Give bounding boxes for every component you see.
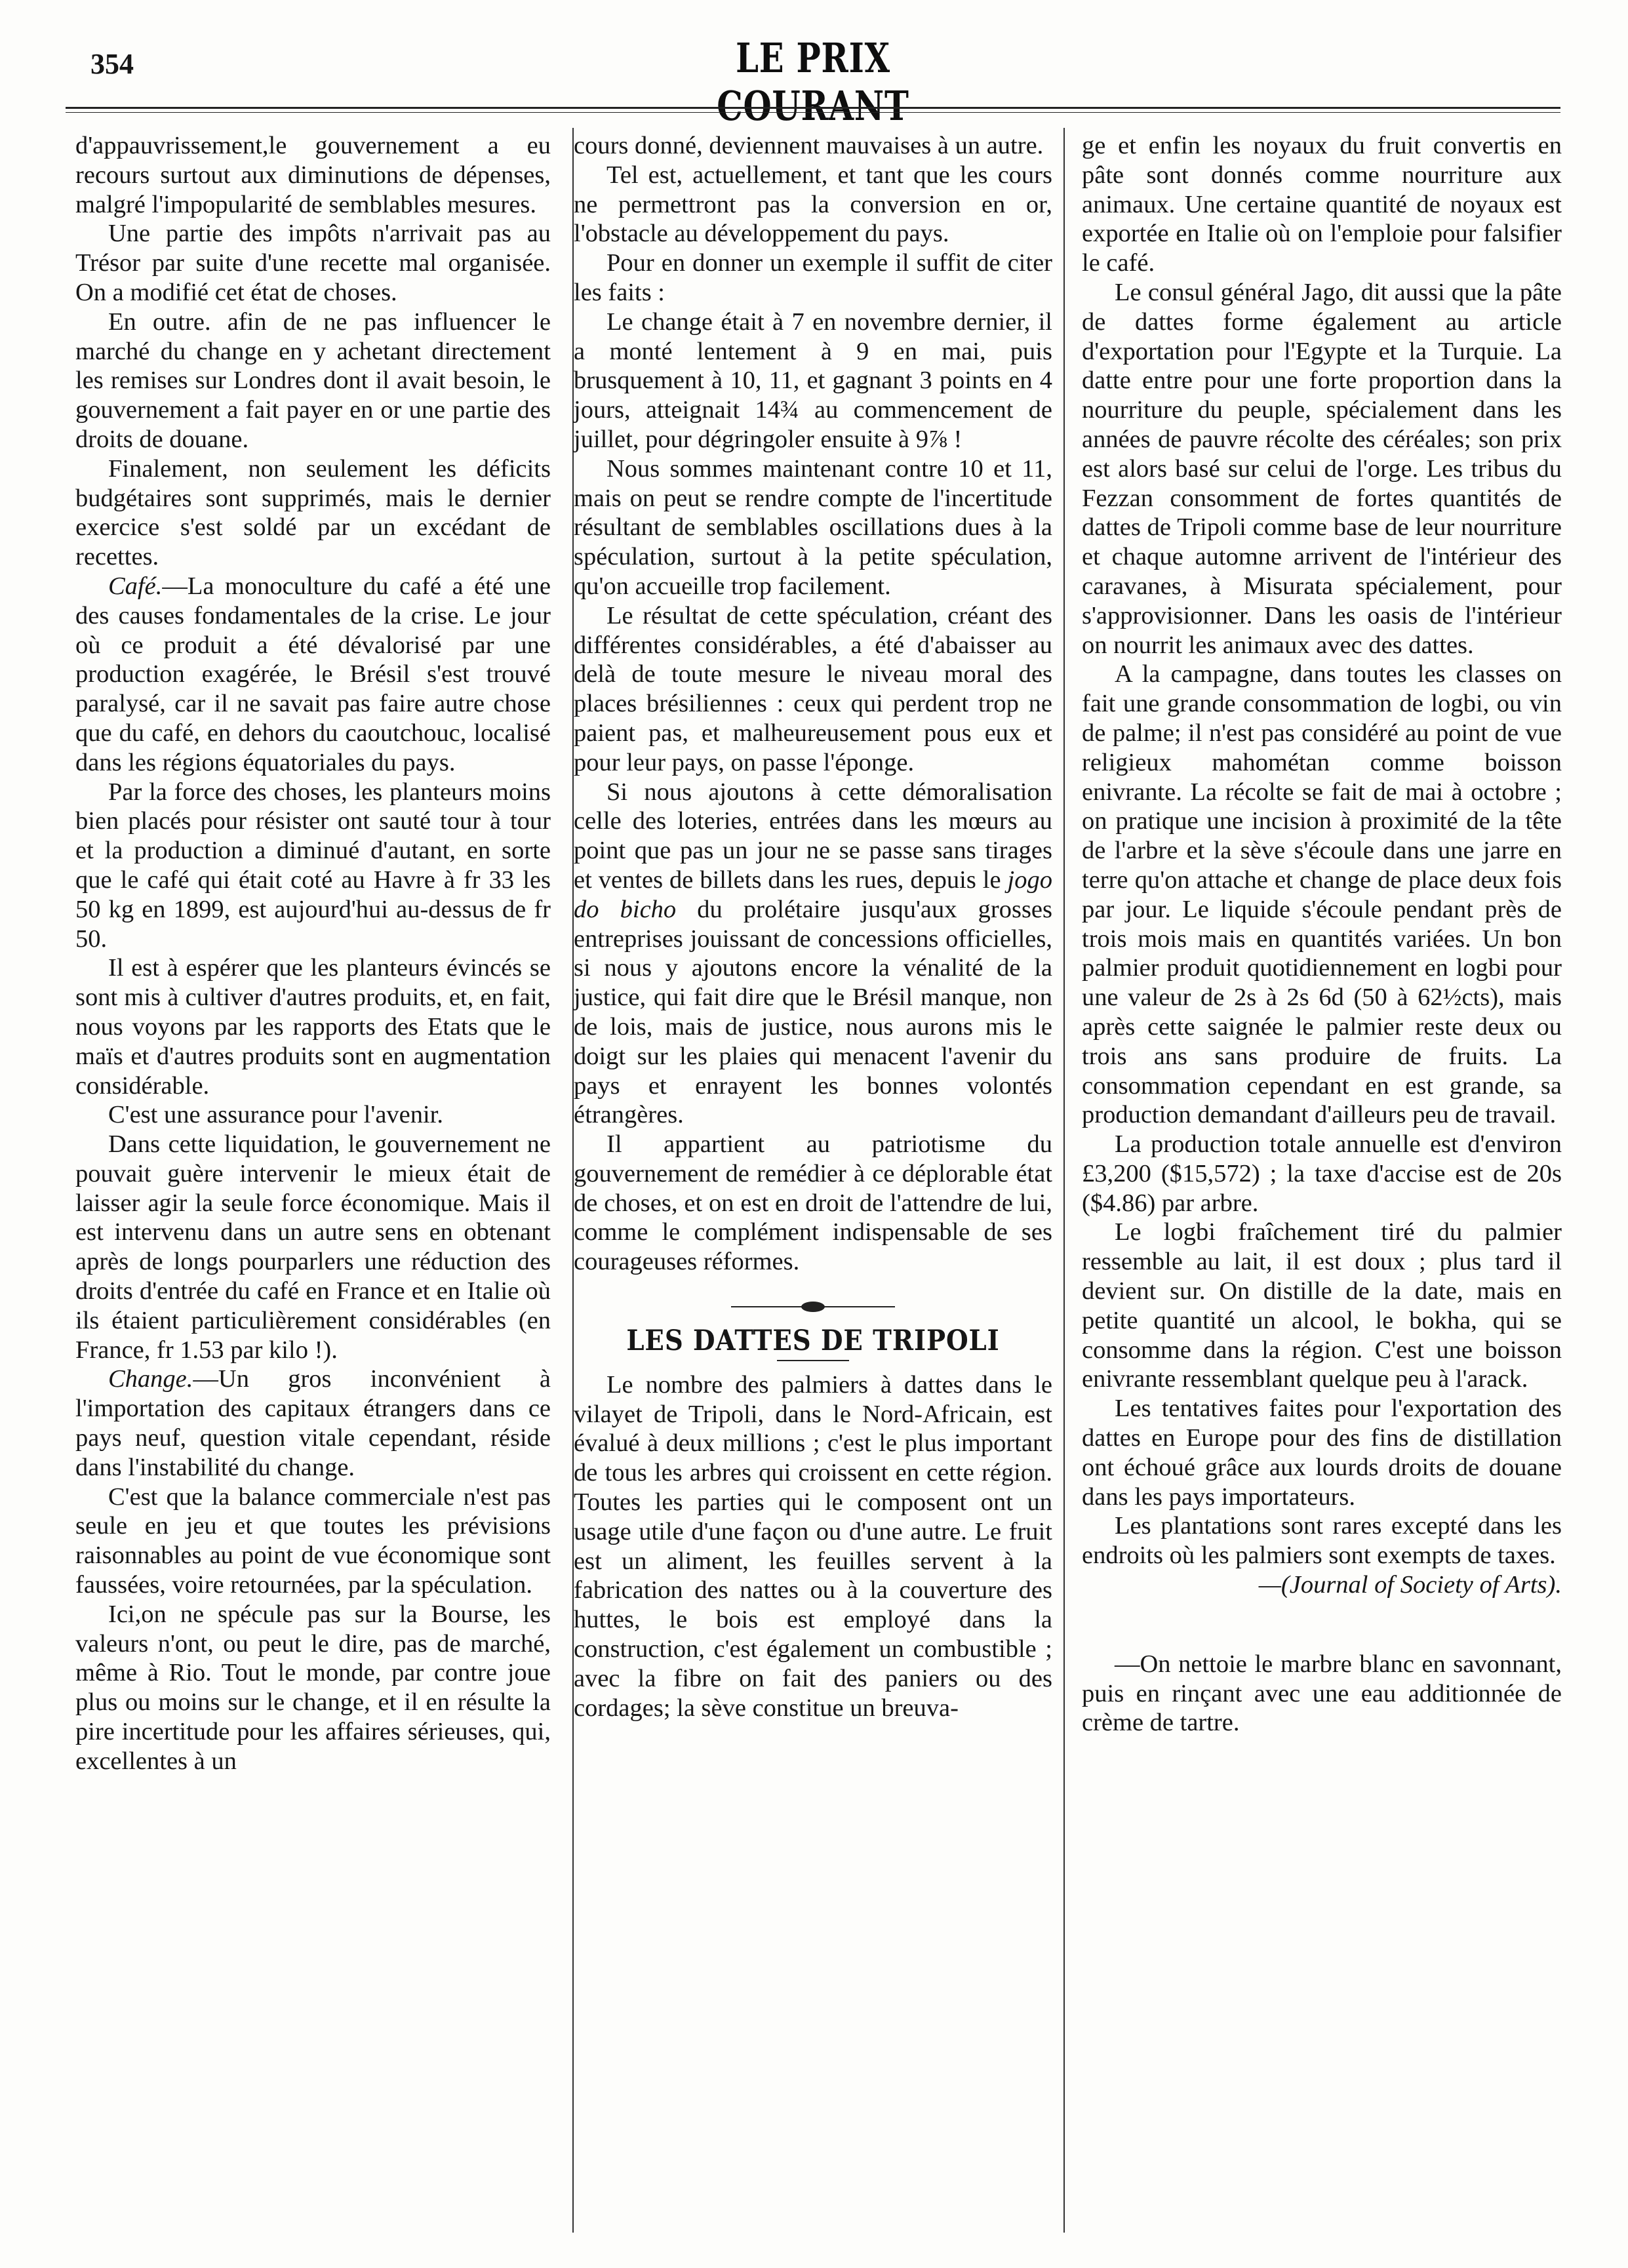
- source-citation: —(Journal of Society of Arts).: [1258, 1571, 1562, 1599]
- title-rule: [777, 1360, 849, 1361]
- header-rule-thin: [66, 112, 1560, 113]
- paragraph: Les tentatives faites pour l'exportation des dattes en Europe pour des fins de distillation ont échoué grâce aux lourds droits de douane dans les pays importateurs.: [1082, 1395, 1562, 1511]
- paragraph: C'est que la balance commerciale n'est pas seule en jeu et que toutes les prévisions raisonnables au point de vue économique sont faussées, voire retournées, par la spéculation.: [75, 1482, 551, 1599]
- paragraph-text: —Un gros inconvénient à l'importation des capitaux étrangers dans ce pays neuf, question vitale cependant, réside dans l'instabilité du change.: [75, 1365, 551, 1481]
- section-ornament: [574, 1300, 1052, 1313]
- paragraph: Ici,on ne spécule pas sur la Bourse, les valeurs n'ont, ou peut le dire, pas de marché, même à Rio. Tout le monde, par contre joue plus ou moins sur le change, et il en résulte la pire incertitude pour les affaires sérieuses, qui, excellentes à un: [75, 1600, 551, 1775]
- paragraph: Les plantations sont rares excepté dans les endroits où les palmiers sont exempts de taxes.: [1082, 1512, 1562, 1570]
- paragraph: Il est à espérer que les planteurs évincés se sont mis à cultiver d'autres produits, et, en fait, nous voyons par les rapports des Etats que le maïs et d'autres produits sont en augmentation considérable.: [75, 954, 551, 1100]
- paragraph: [75, 1364, 551, 1482]
- header-rule: [66, 107, 1560, 109]
- spacer: [1082, 1600, 1562, 1650]
- paragraph: cours donné, deviennent mauvaises à un autre.: [574, 132, 1044, 159]
- paragraph: En outre. afin de ne pas influencer le marché du change en y achetant directement les remises sur Londres dont il avait besoin, le gouvernement a fait payer en or une partie des droits de douane.: [75, 308, 551, 453]
- paragraph: Une partie des impôts n'arrivait pas au Trésor par suite d'une recette mal organisée. On a modifié cet état de choses.: [75, 220, 551, 306]
- paragraph: Il appartient au patriotisme du gouvernement de remédier à ce déplorable état de choses, et on est en droit de l'attendre de lui, comme le complément indispensable de ses courageuses réformes.: [574, 1130, 1052, 1276]
- paragraph-text: du prolétaire jusqu'aux grosses entreprises jouissant de concessions officielles, si nous y ajoutons encore la vénalité de la justice, qui fait dire que le Brésil manque, non de lois, mais de justice, nous aurons mis le doigt sur les plaies qui menacent l'avenir du pays et enrayent les bonnes volontés étrangères.: [574, 895, 1052, 1129]
- section-title: LES DATTES DE TRIPOLI: [626, 1324, 1000, 1358]
- paragraph-text: Si nous ajoutons à cette démoralisation celle des loteries, entrées dans les mœurs au point que pas un jour ne se passe sans tirages et ventes de billets dans les rues, depuis le: [574, 778, 1052, 894]
- paragraph: La production totale annuelle est d'environ £3,200 ($15,572) ; la taxe d'accise est de 20s ($4.86) par arbre.: [1082, 1130, 1562, 1217]
- subheading-cafe: Café.: [108, 572, 163, 600]
- masthead-title: LE PRIX COURANT: [717, 34, 909, 130]
- paragraph: Le nombre des palmiers à dattes dans le vilayet de Tripoli, dans le Nord-Africain, est évalué à deux millions ; c'est le plus important de tous les arbres qui croissent en cette région. Toutes les parties qui le composent ont un usage utile d'une façon ou d'une autre. Le fruit est un aliment, les feuilles servent à la fabrication des nattes ou à la couverture des huttes, le bois est employé dans la construction, c'est également un combustible ; avec la fibre on fait des paniers ou des cordages; la sève constitue un breuva-: [574, 1370, 1052, 1722]
- column-1: [75, 131, 551, 1776]
- paragraph: [75, 572, 551, 778]
- column-2: [574, 131, 1052, 1722]
- paragraph: A la campagne, dans toutes les classes on fait une grande consommation de logbi, ou vin de palme; il n'est pas considéré au point de vue religieux mahométan comme boisson enivrante. La récolte se fait de mai à octobre ; on pratique une incision à proximité de la tête de l'arbre et la sève s'écoule dans une jarre en terre qu'on attache et change de place deux fois par jour. Le liquide s'écoule pendant près de trois mois mais en quantités variées. Un bon palmier produit quotidiennement en logbi pour une valeur de 2s à 2s 6d (50 à 62½cts), mais après cette saignée le palmier reste deux ou trois ans sans produire de fruits. La consommation cependant en est grande, sa production demandant d'ailleurs peu de travail.: [1082, 660, 1562, 1129]
- paragraph: Tel est, actuellement, et tant que les cours ne permettront pas la conversion en or, l'obstacle au développement du pays.: [574, 161, 1052, 248]
- paragraph: Par la force des choses, les planteurs moins bien placés pour résister ont sauté tour à tour et la production a diminué d'autant, en sorte que le café qui était coté au Havre à fr 33 les 50 kg en 1899, est aujourd'hui au-dessus de fr 50.: [75, 778, 551, 953]
- paragraph: d'appauvrissement,le gouvernement a eu recours surtout aux diminutions de dépenses, malgré l'impopularité de semblables mesures.: [75, 132, 551, 218]
- paragraph: Le change était à 7 en novembre dernier, il a monté lentement à 9 en mai, puis brusquement à 10, 11, et gagnant 3 points en 4 jours, atteignait 14¾ au commencement de juillet, pour dégringoler ensuite à 9⅞ !: [574, 308, 1052, 453]
- paragraph: Nous sommes maintenant contre 10 et 11, mais on peut se rendre compte de l'incertitude résultant de semblables oscillations dues à la spéculation, surtout à la petite spéculation, qu'on accueille trop facilement.: [574, 454, 1052, 600]
- column-3: [1082, 131, 1562, 1738]
- column-divider: [1063, 128, 1065, 2233]
- subheading-change: Change.: [108, 1365, 193, 1393]
- paragraph: Le logbi fraîchement tiré du palmier ressemble au lait, il est doux ; plus tard il devient sur. On distille de la date, mais en petite quantité un alcool, le bokha, qui se consomme dans la région. C'est une boisson enivrante ressemblant quelque peu à l'arack.: [1082, 1218, 1562, 1393]
- paragraph: Dans cette liquidation, le gouvernement ne pouvait guère intervenir le mieux était de laisser agir la seule force économique. Mais il est intervenu dans un autre sens en obtenant après de longs pourparlers une réduction des droits d'entrée du café en France et en Italie où ils étaient particulièrement considérables (en France, fr 1.53 par kilo !).: [75, 1130, 551, 1364]
- paragraph: ge et enfin les noyaux du fruit convertis en pâte sont donnés comme nourriture aux animaux. Une certaine quantité de noyaux est exportée en Italie où on l'emploie pour falsifier le café.: [1082, 132, 1562, 277]
- paragraph: C'est une assurance pour l'avenir.: [108, 1101, 444, 1129]
- masthead-logo: [649, 34, 977, 130]
- paragraph: Finalement, non seulement les déficits budgétaires sont supprimés, mais le dernier exercice s'est soldé par un excédant de recettes.: [75, 454, 551, 571]
- italic-term: jogo do bicho: [574, 865, 1052, 923]
- page-number: 354: [90, 48, 134, 80]
- paragraph-text: —La monoculture du café a été une des causes fondamentales de la crise. Le jour où ce produit a été dévalorisé par une production exagérée, le Brésil s'est trouvé paralysé, car il ne savait pas faire autre chose que du café, en dehors du caoutchouc, localisé dans les régions équatoriales du pays.: [75, 572, 551, 776]
- paragraph: Le résultat de cette spéculation, créant des différentes considérables, a été d'abaisser au delà de toute mesure le niveau moral des places brésiliennes : ceux qui perdent trop ne paient pas, et malheureusement pous eux et pour leur pays, on passe l'éponge.: [574, 601, 1052, 776]
- paragraph: Pour en donner un exemple il suffit de citer les faits :: [574, 249, 1052, 306]
- paragraph: —On nettoie le marbre blanc en savonnant, puis en rinçant avec une eau additionnée de crème de tartre.: [1082, 1650, 1562, 1737]
- paragraph: Le consul général Jago, dit aussi que la pâte de dattes forme également au article d'exportation pour l'Egypte et la Turquie. La datte entre pour une forte proportion dans la nourriture du peuple, spécialement dans les années de pauvre récolte des céréales; son prix est alors basé sur celui de l'orge. Les tribus du Fezzan consomment de fortes quantités de dattes de Tripoli comme base de leur nourriture et chaque automne arrivent de l'intérieur des caravanes, à Misurata spécialement, pour s'approvisionner. Dans les oasis de l'intérieur on nourrit les animaux avec des dattes.: [1082, 278, 1562, 659]
- paragraph: [574, 778, 1052, 1130]
